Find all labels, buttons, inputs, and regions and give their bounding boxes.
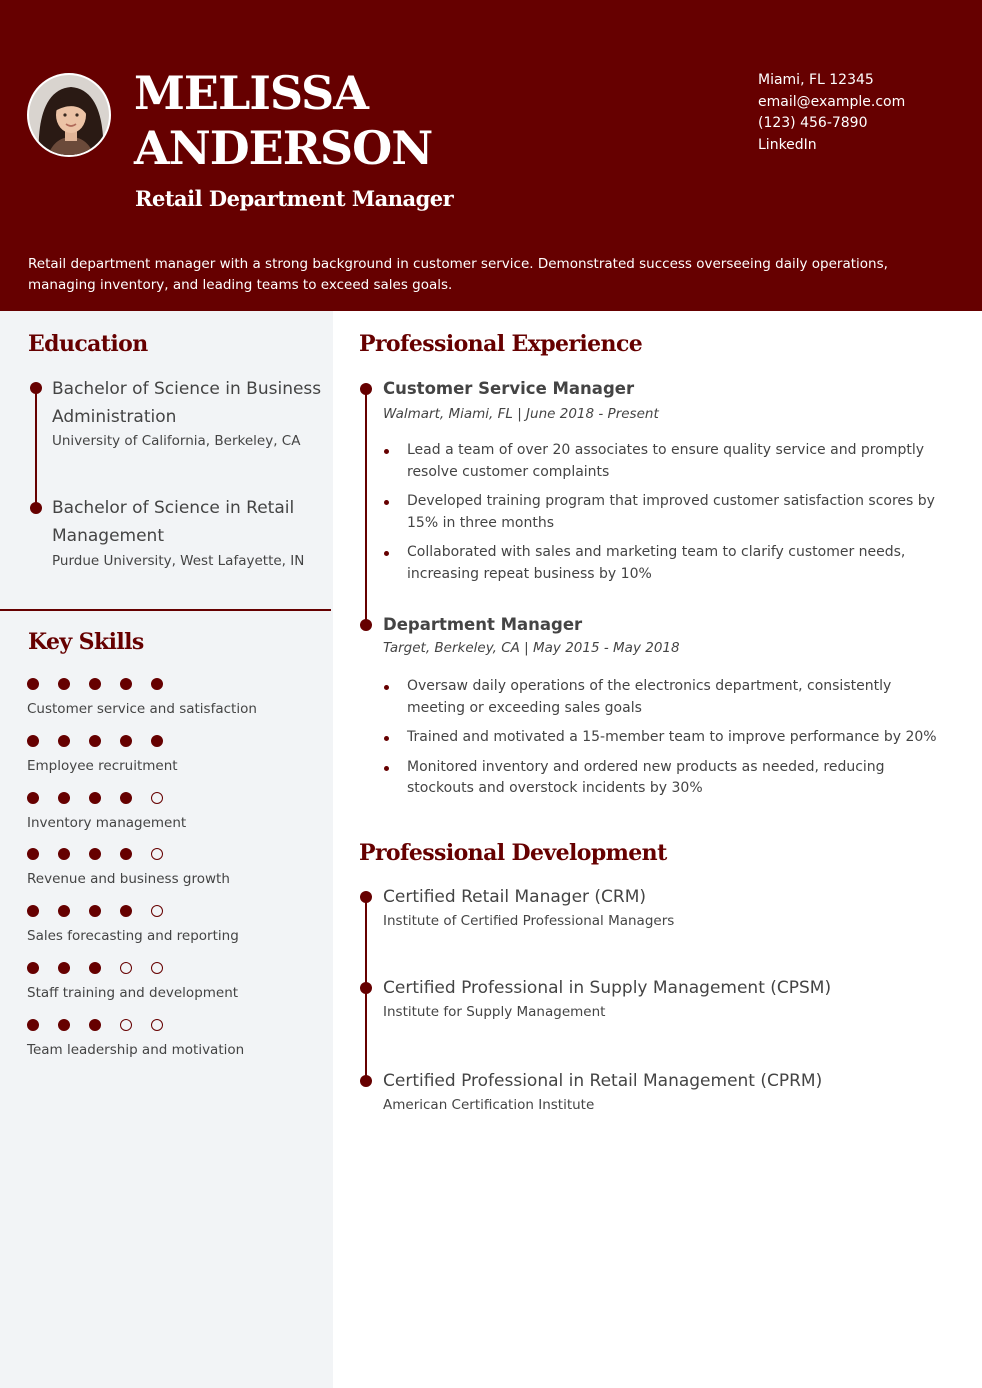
job-bullets [383, 676, 953, 808]
rating-dot-filled [58, 848, 70, 860]
education-timeline-dot [30, 382, 42, 394]
skills-heading: Key Skills [28, 629, 144, 655]
experience-heading: Professional Experience [359, 331, 643, 357]
rating-dot-filled [89, 848, 101, 860]
job-bullet: Lead a team of over 20 associates to ensure quality service and promptly resolve customer complaints [383, 440, 953, 483]
job-title: Retail Department Manager [135, 186, 454, 211]
skill-rating [27, 847, 230, 861]
resume-header [0, 0, 982, 311]
development-timeline-dot [360, 1075, 372, 1087]
rating-dot-filled [27, 792, 39, 804]
rating-dot-empty [151, 962, 163, 974]
skill-label: Customer service and satisfaction [27, 701, 257, 717]
skill-rating [27, 791, 186, 805]
rating-dot-filled [27, 905, 39, 917]
development-timeline-dot [360, 891, 372, 903]
professional-summary: Retail department manager with a strong background in customer service. Demonstrated success overseeing daily operations, managing inventory, and leading teams to exceed sales goals. [28, 256, 888, 293]
profile-photo-portrait-icon [29, 75, 111, 157]
rating-dot-filled [89, 735, 101, 747]
rating-dot-empty [120, 1019, 132, 1031]
candidate-name [134, 66, 432, 176]
rating-dot-filled [58, 905, 70, 917]
experience-timeline-dot [360, 619, 372, 631]
education-timeline-dot [30, 502, 42, 514]
certification-org: American Certification Institute [383, 1097, 595, 1113]
development-timeline-dot [360, 982, 372, 994]
rating-dot-empty [151, 1019, 163, 1031]
rating-dot-filled [89, 905, 101, 917]
job-bullet: Developed training program that improved customer satisfaction scores by 15% in three months [383, 491, 953, 534]
rating-dot-filled [58, 678, 70, 690]
job-position: Customer Service Manager [383, 379, 635, 398]
rating-dot-filled [27, 678, 39, 690]
rating-dot-empty [120, 962, 132, 974]
contact-phone: (123) 456-7890 [758, 115, 868, 131]
rating-dot-filled [151, 735, 163, 747]
rating-dot-filled [27, 735, 39, 747]
experience-timeline-dot [360, 383, 372, 395]
skill-item [27, 904, 239, 944]
rating-dot-filled [58, 962, 70, 974]
rating-dot-filled [120, 792, 132, 804]
rating-dot-filled [120, 735, 132, 747]
education-degree: Bachelor of Science in Business Administration [52, 379, 322, 427]
job-company-dates: Walmart, Miami, FL | June 2018 - Present [383, 406, 659, 422]
certification-org: Institute for Supply Management [383, 1004, 606, 1020]
job-bullet: Trained and motivated a 15-member team to improve performance by 20% [383, 727, 953, 749]
contact-linkedin[interactable]: LinkedIn [758, 136, 817, 153]
certification-name: Certified Professional in Supply Management (CPSM) [383, 978, 832, 998]
profile-photo [27, 73, 111, 157]
rating-dot-filled [120, 905, 132, 917]
rating-dot-empty [151, 905, 163, 917]
skill-rating [27, 677, 257, 691]
job-bullets [383, 440, 953, 593]
job-bullet: Monitored inventory and ordered new products as needed, reducing stockouts and overstock incidents by 30% [383, 757, 953, 800]
skill-rating [27, 734, 178, 748]
development-heading: Professional Development [359, 840, 667, 866]
rating-dot-filled [89, 962, 101, 974]
rating-dot-filled [120, 848, 132, 860]
rating-dot-empty [151, 848, 163, 860]
skill-rating [27, 961, 238, 975]
job-position: Department Manager [383, 615, 583, 634]
last-name: ANDERSON [134, 121, 433, 175]
rating-dot-empty [151, 792, 163, 804]
education-school: Purdue University, West Lafayette, IN [52, 553, 305, 569]
job-company-dates: Target, Berkeley, CA | May 2015 - May 2018 [383, 640, 680, 656]
experience-timeline-line [365, 389, 367, 625]
job-bullet: Oversaw daily operations of the electronics department, consistently meeting or exceeding sales goals [383, 676, 953, 719]
sidebar-divider [0, 609, 331, 611]
skill-item [27, 847, 230, 887]
rating-dot-filled [151, 678, 163, 690]
certification-org: Institute of Certified Professional Managers [383, 913, 675, 929]
rating-dot-filled [27, 848, 39, 860]
rating-dot-filled [89, 792, 101, 804]
skill-label: Employee recruitment [27, 757, 178, 774]
contact-info [758, 70, 905, 156]
skill-item [27, 791, 186, 831]
education-timeline-line [35, 389, 37, 509]
contact-email[interactable]: email@example.com [758, 93, 906, 110]
skill-item [27, 677, 257, 717]
rating-dot-filled [58, 1019, 70, 1031]
rating-dot-filled [58, 792, 70, 804]
skill-item [27, 961, 238, 1001]
rating-dot-filled [120, 678, 132, 690]
certification-name: Certified Retail Manager (CRM) [383, 887, 647, 907]
rating-dot-filled [89, 1019, 101, 1031]
skill-label: Team leadership and motivation [27, 1041, 245, 1058]
skill-rating [27, 904, 239, 918]
skill-label: Sales forecasting and reporting [27, 928, 239, 945]
first-name: MELISSA [134, 66, 368, 120]
education-heading: Education [28, 331, 148, 357]
contact-address: Miami, FL 12345 [758, 72, 874, 88]
rating-dot-filled [58, 735, 70, 747]
education-school: University of California, Berkeley, CA [52, 433, 301, 449]
skill-rating [27, 1018, 244, 1032]
education-degree: Bachelor of Science in Retail Management [52, 498, 295, 546]
rating-dot-filled [27, 962, 39, 974]
skill-item [27, 734, 178, 774]
rating-dot-filled [89, 678, 101, 690]
skill-label: Staff training and development [27, 985, 239, 1001]
rating-dot-filled [27, 1019, 39, 1031]
skill-label: Revenue and business growth [27, 871, 230, 888]
job-bullet: Collaborated with sales and marketing team to clarify customer needs, increasing repeat business by 10% [383, 542, 953, 585]
skill-item [27, 1018, 244, 1058]
certification-name: Certified Professional in Retail Management (CPRM) [383, 1071, 823, 1091]
skill-label: Inventory management [27, 814, 187, 831]
